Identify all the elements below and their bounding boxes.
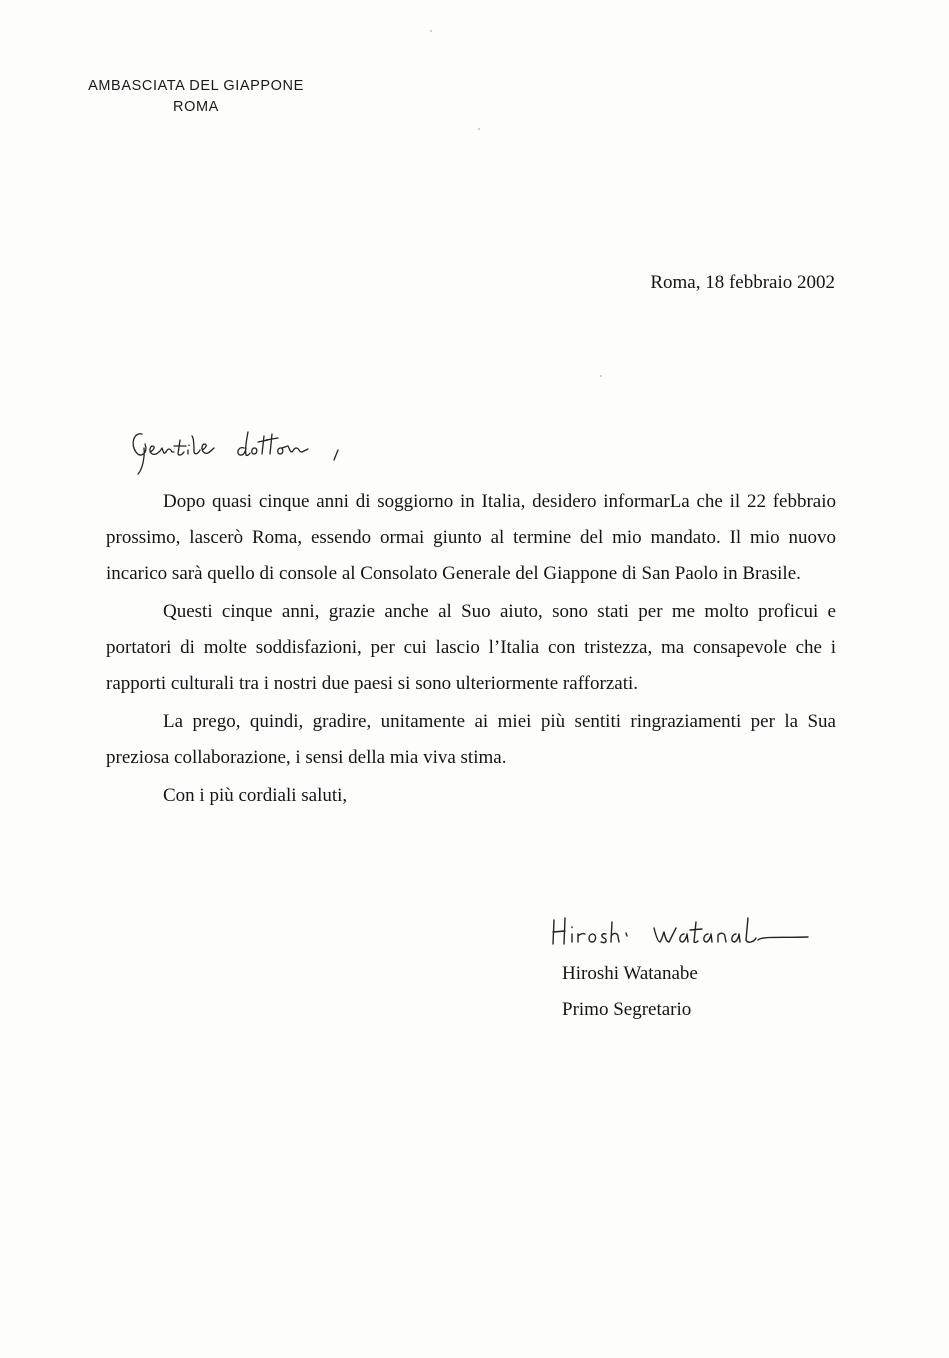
paper-speck <box>478 128 480 130</box>
letter-body <box>106 484 836 814</box>
signer-block <box>562 956 698 1028</box>
signer-title: Primo Segretario <box>562 999 692 1020</box>
letterhead <box>62 76 330 118</box>
paper-speck <box>600 375 602 377</box>
letter-date: Roma, 18 febbraio 2002 <box>650 272 835 293</box>
handwritten-signature <box>546 906 816 954</box>
letterhead-city: ROMA <box>173 99 219 115</box>
body-paragraph: Questi cinque anni, grazie anche al Suo aiuto, sono stati per me molto proficui e portatori di molte soddisfazioni, per cui lascio l’Italia con tristezza, ma consapevole che i rapporti culturali tra i nostri due paesi si sono ulteriormente rafforzati. <box>106 601 836 694</box>
body-paragraph: Dopo quasi cinque anni di soggiorno in Italia, desidero informarLa che il 22 febbraio prossimo, lascerò Roma, essendo ormai giunto al termine del mio mandato. Il mio nuovo incarico sarà quello di console al Consolato Generale del Giappone di San Paolo in Brasile. <box>106 491 836 584</box>
signer-name: Hiroshi Watanabe <box>562 963 698 984</box>
body-paragraph: La prego, quindi, gradire, unitamente ai miei più sentiti ringraziamenti per la Sua preziosa collaborazione, i sensi della mia viva stima. <box>106 711 836 768</box>
paper-speck <box>430 30 432 32</box>
letterhead-embassy: AMBASCIATA DEL GIAPPONE <box>88 78 304 94</box>
closing-greeting: Con i più cordiali saluti, <box>163 785 348 806</box>
handwritten-salutation <box>128 418 368 478</box>
